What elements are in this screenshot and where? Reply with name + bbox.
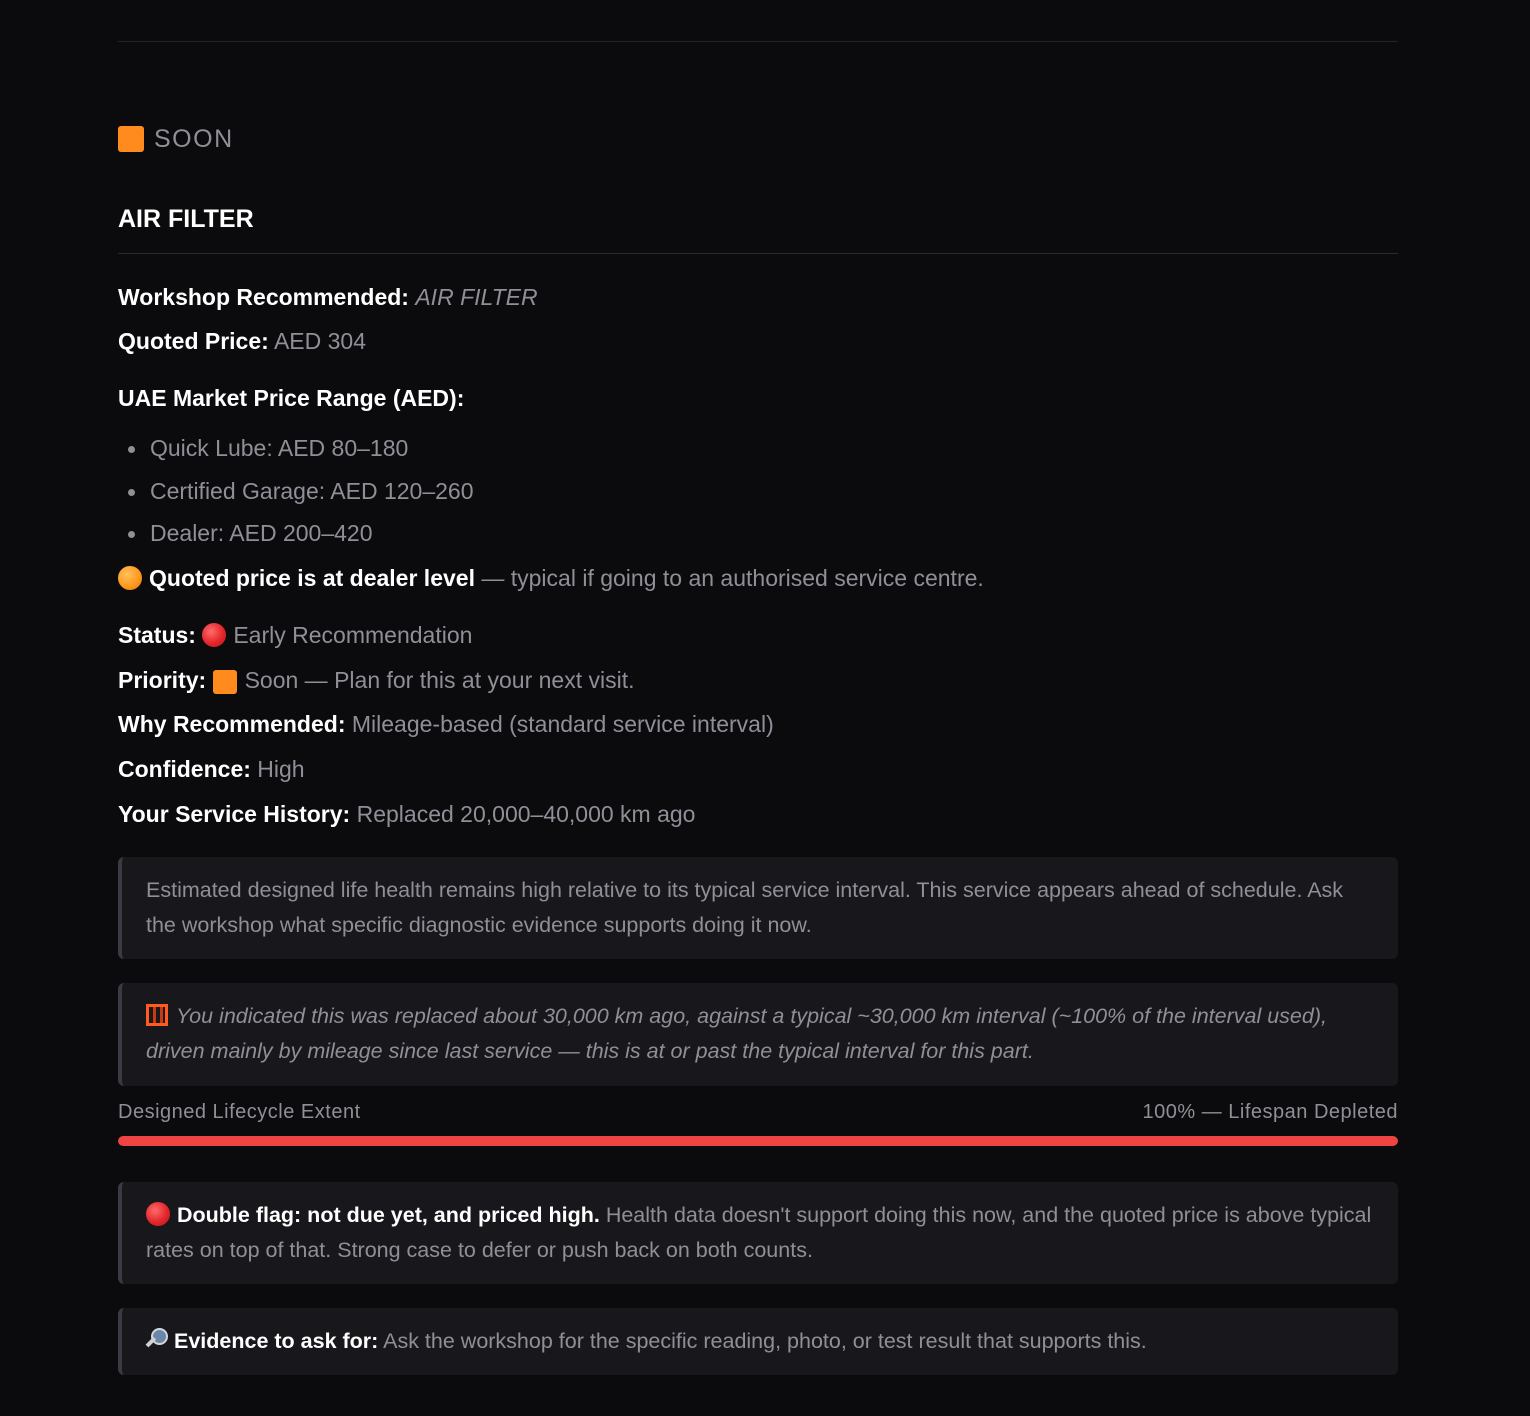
why-recommended-value: Mileage-based (standard service interval) — [351, 711, 774, 737]
mileage-note-text: You indicated this was replaced about 30,000 km ago, against a typical ~30,000 km interval (~100% of the interval used), driven mainly by mileage since last service — this is at or past the typical interval for this part. — [146, 1004, 1327, 1063]
price-verdict-bold: Quoted price is at dealer level — [149, 565, 475, 591]
double-flag-card — [118, 1182, 1398, 1284]
list-item: Quick Lube: AED 80–180 — [118, 428, 473, 471]
double-flag-bold: Double flag: not due yet, and priced high. — [177, 1203, 600, 1227]
priority-section-header — [118, 122, 234, 156]
why-recommended-label: Why Recommended: — [118, 711, 346, 737]
quoted-price-row — [118, 328, 366, 355]
item-title: AIR FILTER — [118, 205, 254, 233]
status-value: Early Recommendation — [233, 622, 473, 648]
lifecycle-progress-bar — [118, 1136, 1398, 1146]
workshop-recommended-row — [118, 284, 538, 311]
health-note-card — [118, 857, 1398, 959]
confidence-label: Confidence: — [118, 756, 251, 782]
top-divider — [118, 41, 1398, 42]
abacus-icon — [146, 1004, 168, 1026]
red-circle-icon — [202, 623, 226, 647]
list-item: Dealer: AED 200–420 — [118, 513, 473, 556]
evidence-card — [118, 1308, 1398, 1375]
market-price-list — [118, 428, 473, 556]
priority-row — [118, 667, 634, 694]
orange-square-icon — [118, 126, 144, 152]
double-flag-detail: Health data doesn't support doing this now, and the quoted price is above typical rates on top of that. Strong case to defer or push back on both counts. — [146, 1203, 1372, 1262]
workshop-recommended-value: AIR FILTER — [415, 284, 538, 310]
orange-square-icon — [213, 670, 237, 694]
market-price-heading-text: UAE Market Price Range (AED): — [118, 385, 465, 411]
workshop-recommended-label: Workshop Recommended: — [118, 284, 409, 310]
evidence-detail: Ask the workshop for the specific reading, photo, or test result that supports this. — [378, 1329, 1147, 1353]
list-item: Certified Garage: AED 120–260 — [118, 471, 473, 514]
mileage-note-card — [118, 983, 1398, 1086]
confidence-value: High — [257, 756, 305, 782]
orange-circle-icon — [118, 566, 142, 590]
price-verdict-detail: — typical if going to an authorised service centre. — [474, 565, 984, 591]
quoted-price-value: AED 304 — [273, 328, 366, 354]
red-circle-icon — [146, 1202, 170, 1226]
evidence-bold: Evidence to ask for: — [174, 1329, 379, 1353]
status-row — [118, 622, 472, 649]
status-label: Status: — [118, 622, 196, 648]
health-note-text: Estimated designed life health remains high relative to its typical service interval. This service appears ahead of schedule. Ask the workshop what specific diagnostic evidence supports doing it now. — [146, 878, 1344, 937]
quoted-price-label: Quoted Price: — [118, 328, 269, 354]
market-price-heading — [118, 385, 464, 412]
priority-value: Soon — Plan for this at your next visit. — [244, 667, 635, 693]
priority-label: Priority: — [118, 667, 207, 693]
why-recommended-row — [118, 711, 774, 738]
service-history-row — [118, 801, 695, 828]
lifecycle-label: Designed Lifecycle Extent — [118, 1101, 361, 1123]
title-divider — [118, 253, 1398, 254]
service-history-value: Replaced 20,000–40,000 km ago — [356, 801, 696, 827]
magnifier-icon — [146, 1328, 168, 1350]
confidence-row — [118, 756, 305, 783]
lifecycle-status: 100% — Lifespan Depleted — [1142, 1101, 1398, 1123]
price-verdict-row — [118, 565, 984, 592]
lifecycle-progress-fill — [118, 1136, 1398, 1146]
section-label: SOON — [154, 124, 234, 153]
service-history-label: Your Service History: — [118, 801, 351, 827]
